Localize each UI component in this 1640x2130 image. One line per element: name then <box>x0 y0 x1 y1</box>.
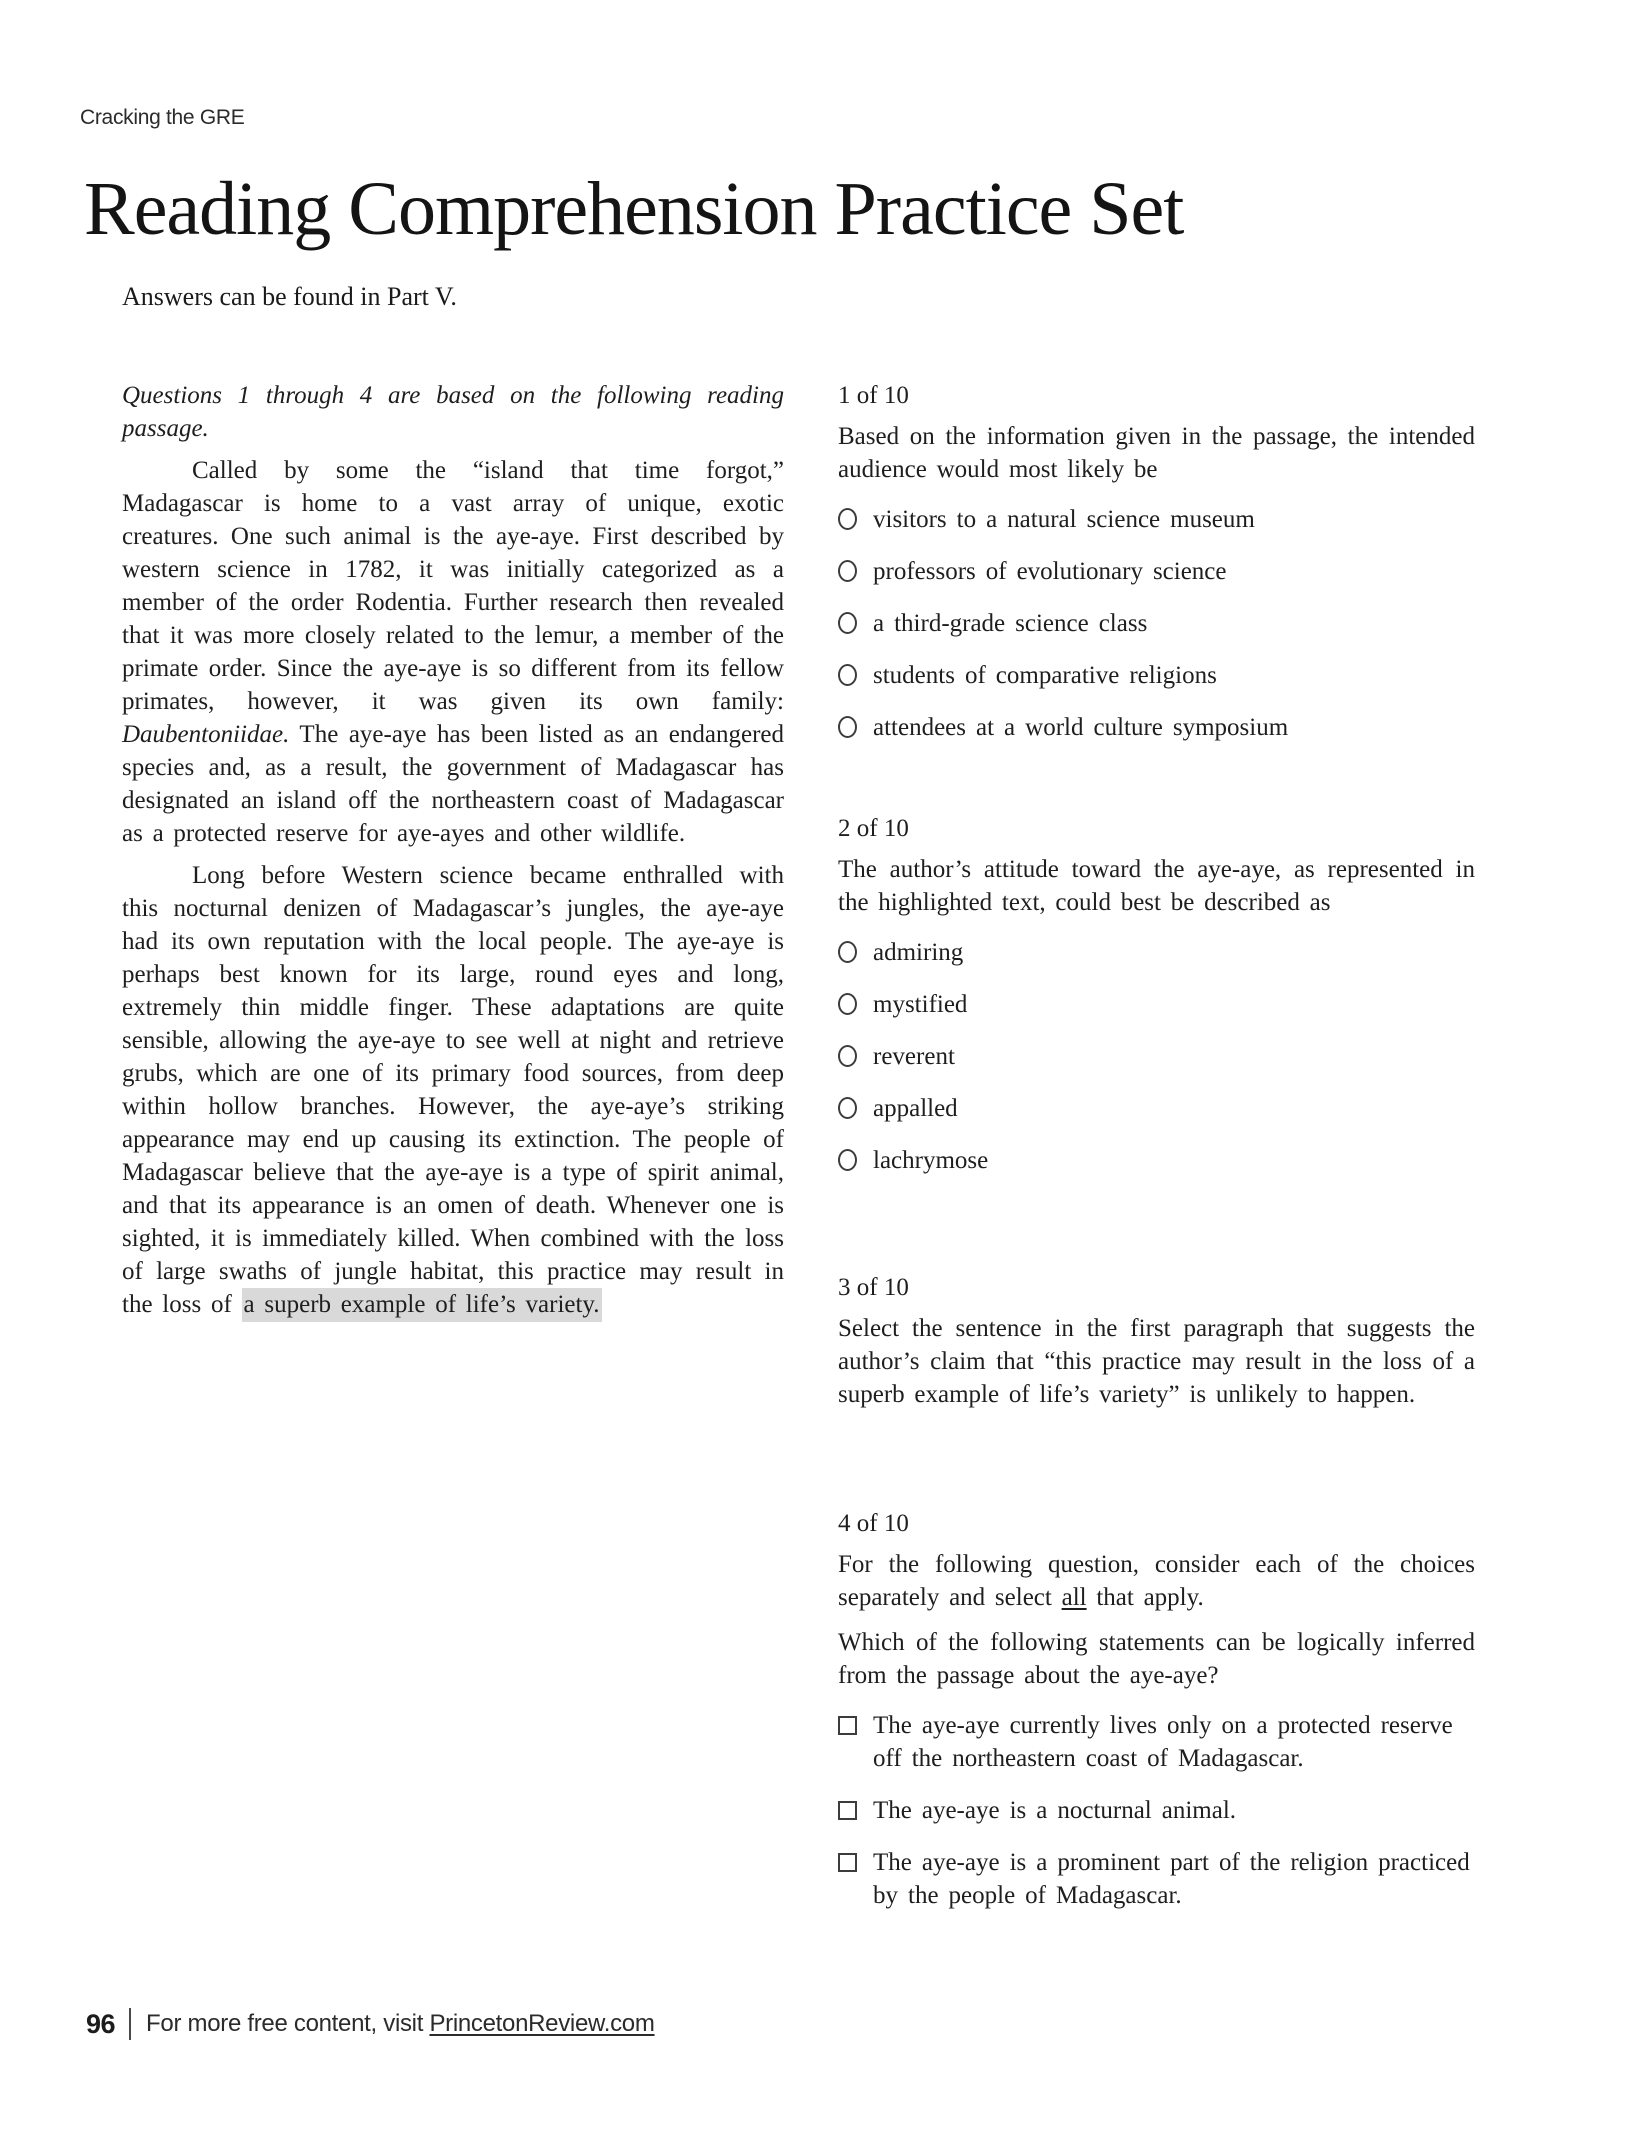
footer-text <box>146 2010 654 2038</box>
radio-icon[interactable] <box>838 1097 857 1119</box>
question-prompt: Which of the following statements can be logically inferred from the passage about the aye-aye? <box>838 1629 1475 1689</box>
radio-icon[interactable] <box>838 941 857 963</box>
option-label: reverent <box>873 1043 955 1070</box>
paragraph-text: Long before Western science became enthralled with this nocturnal denizen of Madagascar’s jungles, the aye-aye had its own reputation with the local people. The aye-aye is perhaps best known for its large, round eyes and long, extremely thin middle finger. These adaptations are quite sensible, allowing the aye-aye to see well at night and retrieve grubs, which are one of its primary food sources, from deep within hollow branches. However, the aye-aye’s striking appearance may end up causing its extinction. The people of Madagascar believe that the aye-aye is a type of spirit animal, and that its appearance is an omen of death. Whenever one is sighted, it is immediately killed. When combined with the loss of large swaths of jungle habitat, this practice may result in the loss of <box>122 862 784 1318</box>
page-title: Reading Comprehension Practice Set <box>84 167 1184 251</box>
radio-icon[interactable] <box>838 993 857 1015</box>
question-3 <box>838 1271 1475 1411</box>
option-label: lachrymose <box>873 1147 989 1174</box>
option-label: professors of evolutionary science <box>873 558 1227 585</box>
answer-option[interactable] <box>838 659 1475 692</box>
question-number: 1 of 10 <box>838 382 909 409</box>
radio-icon[interactable] <box>838 508 857 530</box>
option-label: students of comparative religions <box>873 662 1217 689</box>
radio-icon[interactable] <box>838 1149 857 1171</box>
checkbox-icon[interactable] <box>838 1853 857 1872</box>
passage-paragraph-2 <box>122 859 784 1321</box>
option-label: The aye-aye currently lives only on a protected reserve off the northeastern coast of Madagascar. <box>873 1712 1453 1772</box>
subtitle: Answers can be found in Part V. <box>122 282 457 311</box>
question-prompt: Based on the information given in the passage, the intended audience would most likely be <box>838 423 1475 483</box>
option-label: visitors to a natural science museum <box>873 506 1255 533</box>
option-label: mystified <box>873 991 968 1018</box>
question-number: 2 of 10 <box>838 815 909 842</box>
answer-option[interactable] <box>838 1144 1475 1177</box>
radio-icon[interactable] <box>838 1045 857 1067</box>
answer-options <box>838 503 1475 744</box>
highlighted-text: a superb example of life’s variety. <box>242 1288 602 1322</box>
answer-option[interactable] <box>838 936 1475 969</box>
page-number: 96 <box>86 2008 116 2039</box>
question-number: 4 of 10 <box>838 1510 909 1537</box>
question-number: 3 of 10 <box>838 1274 909 1301</box>
instruction-text: that apply. <box>1086 1584 1204 1611</box>
passage-intro: Questions 1 through 4 are based on the following reading passage. <box>122 382 784 442</box>
answer-option[interactable] <box>838 711 1475 744</box>
answer-options <box>838 936 1475 1177</box>
answer-option[interactable] <box>838 1040 1475 1073</box>
answer-option[interactable] <box>838 503 1475 536</box>
radio-icon[interactable] <box>838 560 857 582</box>
passage-column <box>122 379 784 1321</box>
question-instructions <box>838 1548 1475 1614</box>
footer-text-label: For more free content, visit <box>146 2010 430 2037</box>
option-label: a third-grade science class <box>873 610 1148 637</box>
answer-option[interactable] <box>838 607 1475 640</box>
checkbox-icon[interactable] <box>838 1801 857 1820</box>
question-prompt: The author’s attitude toward the aye-aye, as represented in the highlighted text, could best be described as <box>838 856 1475 916</box>
page-footer <box>86 2008 655 2040</box>
question-4 <box>838 1507 1475 1912</box>
question-1 <box>838 379 1475 744</box>
answer-option[interactable] <box>838 1794 1475 1827</box>
option-label: The aye-aye is a nocturnal animal. <box>873 1797 1237 1824</box>
passage-paragraph-1 <box>122 454 784 850</box>
paragraph-text: The aye-aye has been listed as an endangered species and, as a result, the government of Madagascar has designated an island off the northeastern coast of Madagascar as a protected reserve for aye-ayes and other wildlife. <box>122 721 784 847</box>
answer-options <box>838 1709 1475 1912</box>
question-2 <box>838 812 1475 1177</box>
radio-icon[interactable] <box>838 612 857 634</box>
answer-option[interactable] <box>838 555 1475 588</box>
book-header: Cracking the GRE <box>80 106 245 129</box>
radio-icon[interactable] <box>838 716 857 738</box>
option-label: admiring <box>873 939 964 966</box>
instruction-text: For the following question, consider each of the choices separately and select <box>838 1551 1475 1611</box>
radio-icon[interactable] <box>838 664 857 686</box>
option-label: attendees at a world culture symposium <box>873 714 1289 741</box>
answer-option[interactable] <box>838 988 1475 1021</box>
answer-option[interactable] <box>838 1709 1475 1775</box>
option-label: appalled <box>873 1095 958 1122</box>
question-prompt: Select the sentence in the first paragraph that suggests the author’s claim that “this practice may result in the loss of a superb example of life’s variety” is unlikely to happen. <box>838 1315 1475 1408</box>
paragraph-text: Called by some the “island that time forgot,” Madagascar is home to a vast array of unique, exotic creatures. One such animal is the aye-aye. First described by western science in 1782, it was initially categorized as a member of the order Rodentia. Further research then revealed that it was more closely related to the lemur, a member of the primate order. Since the aye-aye is so different from its fellow primates, however, it was given its own family: <box>122 457 784 715</box>
answer-option[interactable] <box>838 1092 1475 1125</box>
princeton-review-link[interactable]: PrincetonReview.com <box>429 2010 655 2037</box>
checkbox-icon[interactable] <box>838 1716 857 1735</box>
species-name: Daubentoniidae. <box>122 721 290 748</box>
option-label: The aye-aye is a prominent part of the religion practiced by the people of Madagascar. <box>873 1849 1470 1909</box>
underlined-word: all <box>1061 1584 1087 1611</box>
footer-divider <box>129 2008 131 2040</box>
answer-option[interactable] <box>838 1846 1475 1912</box>
